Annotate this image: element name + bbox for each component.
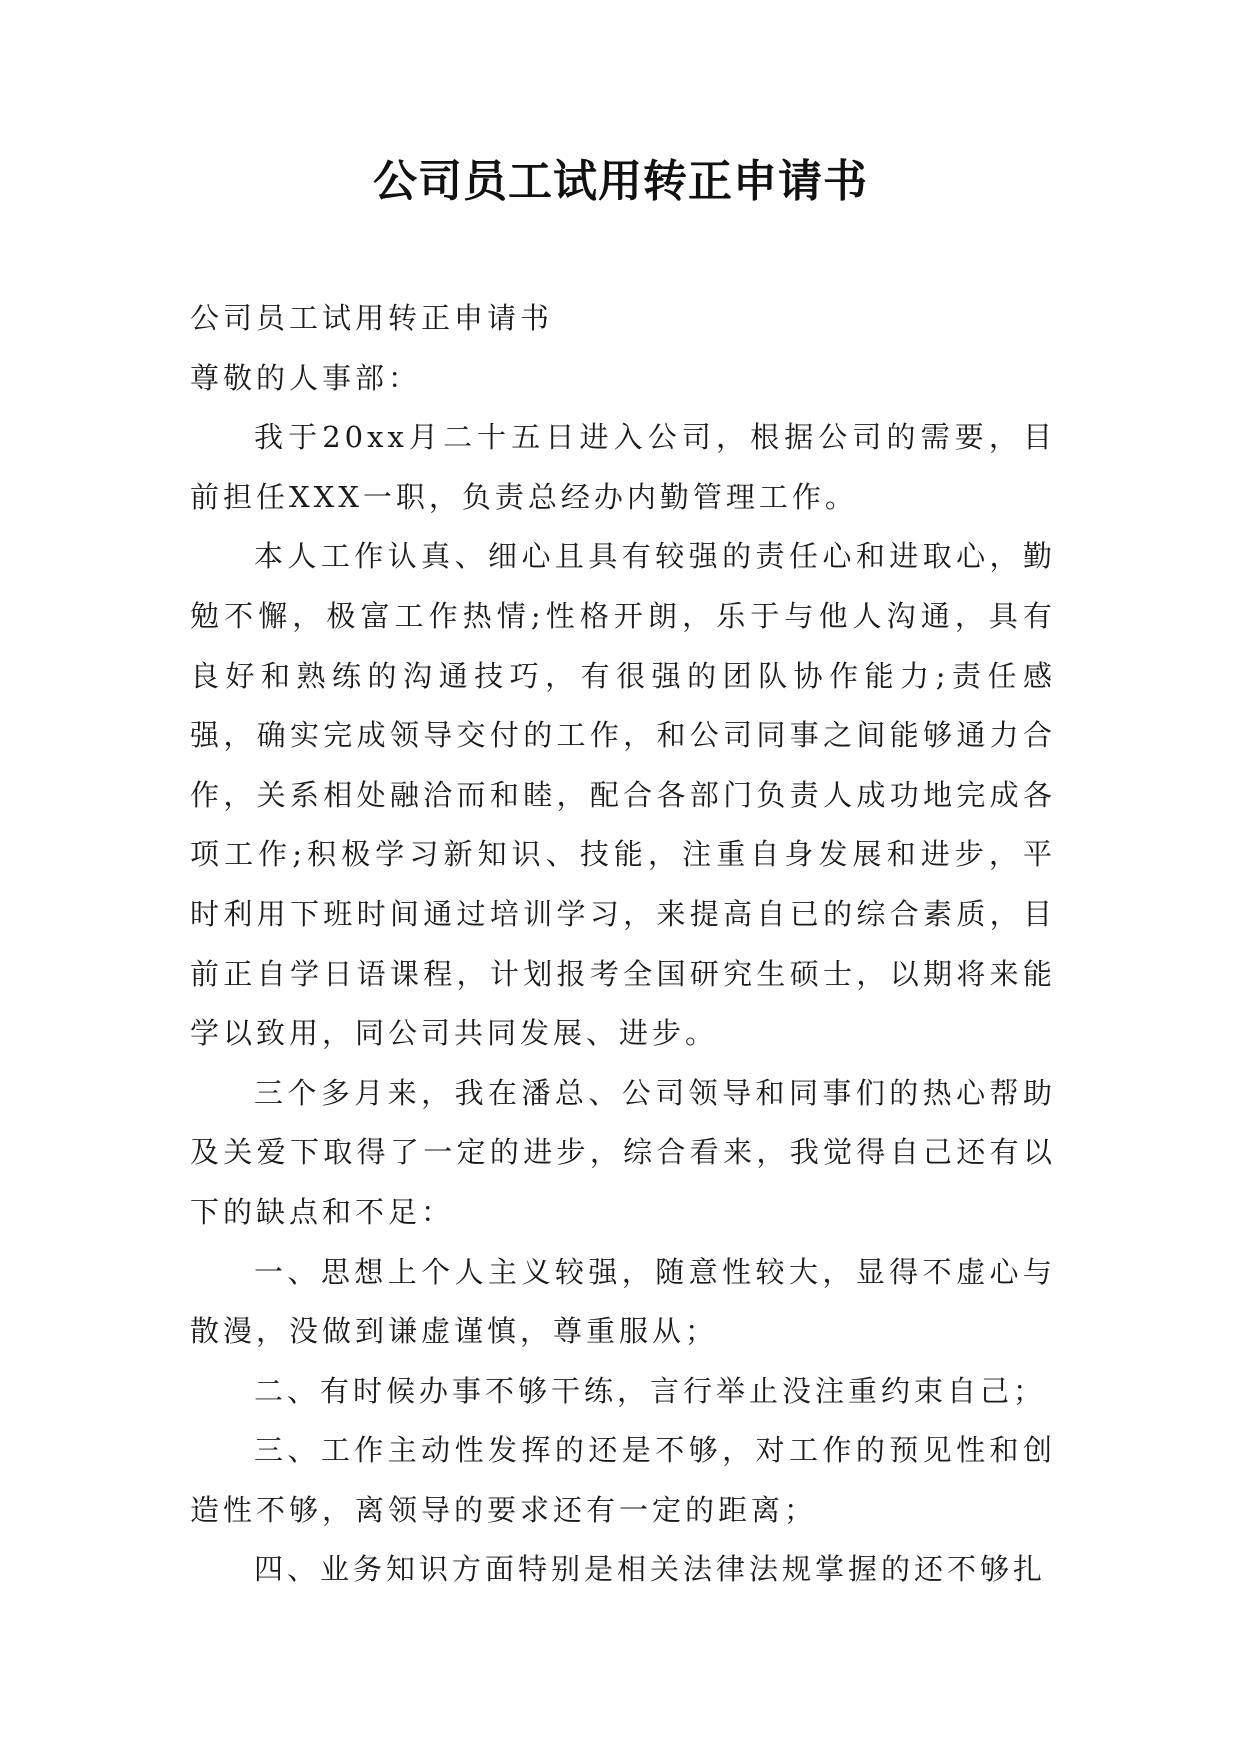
paragraph-shortcoming-4: 四、业务知识方面特别是相关法律法规掌握的还不够扎 (254, 1552, 1047, 1587)
paragraph-shortcoming-2: 二、有时候办事不够干练，言行举止没注重约束自己； (254, 1373, 1047, 1408)
paragraph-shortcoming-1: 一、思想上个人主义较强，随意性较大，显得不虚心与散漫，没做到谦虚谨慎，尊重服从； (190, 1254, 1056, 1349)
paragraph-shortcoming-3: 三、工作主动性发挥的还是不够，对工作的预见性和创造性不够，离领导的要求还有一定的距离； (190, 1433, 1056, 1527)
heading-line: 公司员工试用转正申请书 (190, 301, 554, 335)
paragraph-progress: 三个多月来，我在潘总、公司领导和同事们的热心帮助及关爱下取得了一定的进步，综合看来，我觉得自己还有以下的缺点和不足： (190, 1075, 1056, 1229)
paragraph-intro: 我于20xx月二十五日进入公司，根据公司的需要，目前担任XXX一职，负责总经办内勤管理工作。 (190, 420, 1056, 514)
paragraph-self-assessment: 本人工作认真、细心且具有较强的责任心和进取心，勤勉不懈，极富工作热情;性格开朗，乐于与他人沟通，具有良好和熟练的沟通技巧，有很强的团队协作能力;责任感强，确实完成领导交付的工作，和公司同事之间能够通力合作，关系相处融洽而和睦，配合各部门负责人成功地完成各项工作;积极学习新知识、技能，注重自身发展和进步，平时利用下班时间通过培训学习，来提高自已的综合素质，目前正自学日语课程，计划报考全国研究生硕士，以期将来能学以致用，同公司共同发展、进步。 (190, 539, 1056, 1051)
document-body (190, 289, 1056, 1600)
salutation: 尊敬的人事部： (190, 360, 422, 395)
document-title: 公司员工试用转正申请书 (373, 156, 868, 207)
